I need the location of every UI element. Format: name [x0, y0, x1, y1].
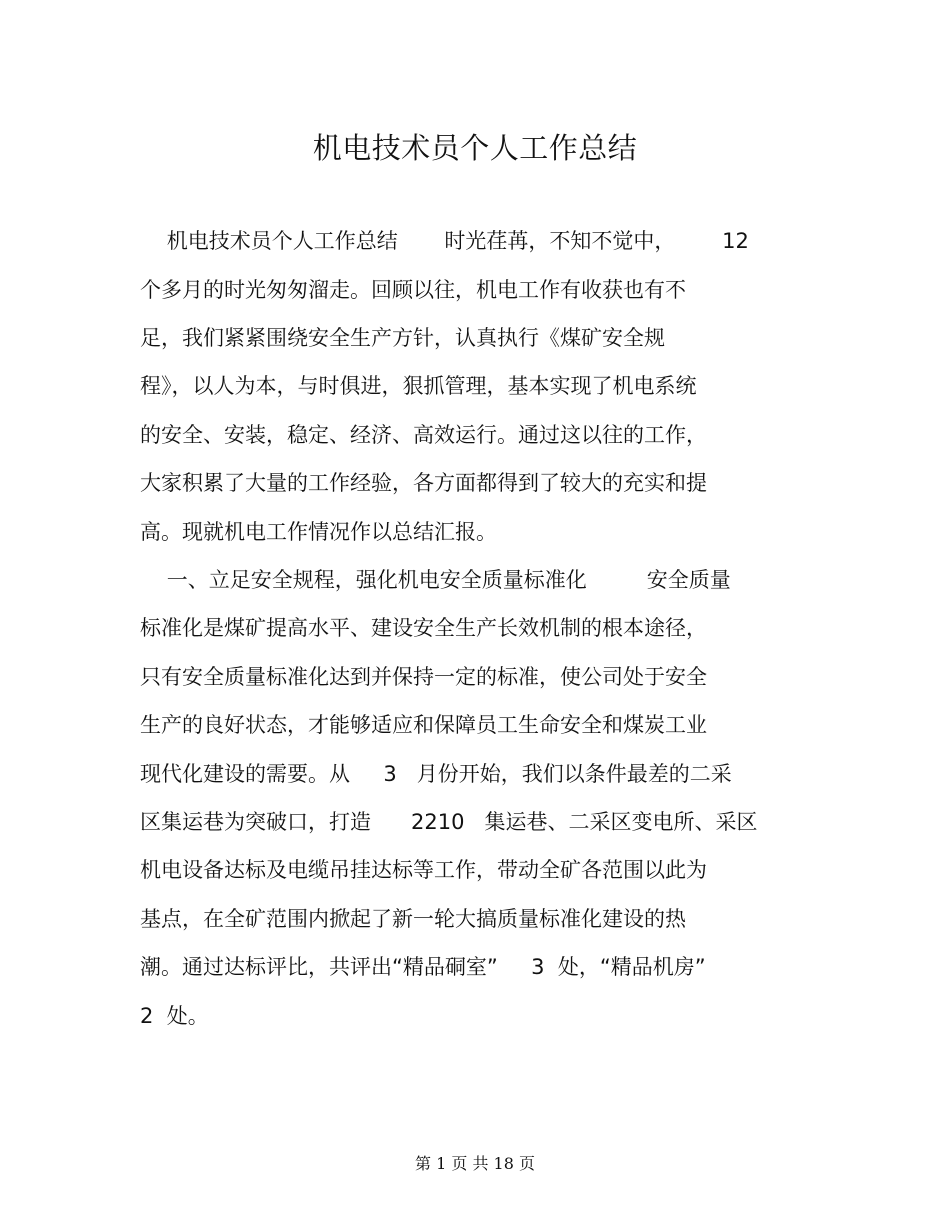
body-line-2: 个多月的时光匆匆溜走。回顾以往，机电工作有收获也有不 [140, 278, 686, 302]
body-line-7: 高。现就机电工作情况作以总结汇报。 [140, 520, 497, 544]
body-line-12: 现代化建设的需要。从 3 月份开始，我们以条件最差的二采 [140, 762, 732, 786]
body-line-3: 足，我们紧紧围绕安全生产方针，认真执行《煤矿安全规 [140, 326, 665, 350]
body-line-17: 2 处。 [140, 1004, 209, 1028]
body-line-10: 只有安全质量标准化达到并保持一定的标准，使公司处于安全 [140, 665, 707, 689]
body-line-4: 程》，以人为本，与时俱进，狠抓管理，基本实现了机电系统 [140, 374, 697, 398]
body-line-16: 潮。通过达标评比，共评出“精品硐室” 3 处，“精品机房” [140, 955, 706, 979]
body-line-9: 标准化是煤矿提高水平、建设安全生产长效机制的根本途径， [140, 616, 707, 640]
body-line-8: 一、立足安全规程，强化机电安全质量标准化 安全质量 [140, 568, 731, 592]
body-line-5: 的安全、安装，稳定、经济、高效运行。通过这以往的工作， [140, 423, 707, 447]
body-line-11: 生产的良好状态，才能够适应和保障员工生命安全和煤炭工业 [140, 713, 707, 737]
document-title: 机电技术员个人工作总结 [312, 131, 638, 165]
body-line-13: 区集运巷为突破口，打造 2210 集运巷、二采区变电所、采区 [140, 810, 758, 834]
body-line-6: 大家积累了大量的工作经验，各方面都得到了较大的充实和提 [140, 471, 707, 495]
body-line-14: 机电设备达标及电缆吊挂达标等工作，带动全矿各范围以此为 [140, 858, 707, 882]
page-footer: 第 1 页 共 18 页 [415, 1154, 535, 1173]
body-line-15: 基点，在全矿范围内掀起了新一轮大搞质量标准化建设的热 [140, 907, 686, 931]
body-line-1: 机电技术员个人工作总结 时光荏苒，不知不觉中， 12 [140, 229, 749, 253]
